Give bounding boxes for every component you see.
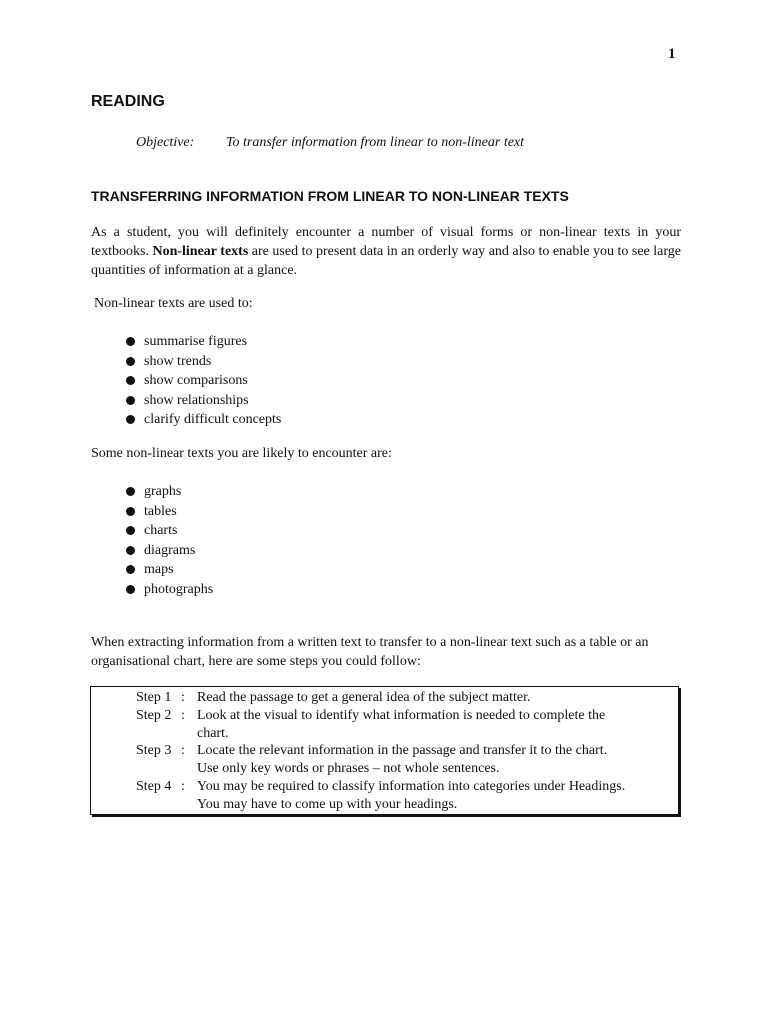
bullet-icon — [126, 546, 135, 555]
bullet-icon — [126, 585, 135, 594]
list-item-text: show trends — [144, 353, 212, 369]
page-number: 1 — [668, 46, 676, 62]
types-lead: Some non-linear texts you are likely to encounter are: — [91, 446, 392, 461]
list-item — [126, 352, 281, 372]
list-item-text: tables — [144, 503, 177, 519]
bullet-icon — [126, 487, 135, 496]
steps-list — [91, 689, 678, 814]
step-colon: : — [181, 707, 185, 723]
uses-list — [126, 332, 281, 430]
list-item — [126, 521, 213, 541]
list-item-text: charts — [144, 523, 178, 538]
list-item — [126, 502, 213, 522]
intro-paragraph — [91, 223, 681, 280]
list-item-text: photographs — [144, 581, 214, 597]
step-text: Read the passage to get a general idea of the subject matter. — [197, 690, 531, 705]
bullet-icon — [126, 565, 135, 574]
bullet-icon — [126, 357, 135, 366]
step-row — [91, 742, 678, 778]
bullet-icon — [126, 376, 135, 385]
list-item — [126, 580, 213, 600]
list-item-text: graphs — [144, 484, 182, 499]
bullet-icon — [126, 415, 135, 424]
list-item — [126, 371, 281, 391]
step-row — [91, 707, 678, 743]
extract-paragraph: When extracting information from a written text to transfer to a non-linear text such as a table or an organisational chart, here are some steps you could follow: — [91, 635, 649, 669]
list-item-text: show relationships — [144, 392, 249, 408]
bullet-icon — [126, 526, 135, 535]
step-label: Step 4 — [136, 778, 172, 794]
list-item — [126, 332, 281, 352]
objective-label: Objective: — [136, 135, 195, 150]
list-item-text: show comparisons — [144, 373, 248, 388]
types-list — [126, 482, 213, 599]
step-label: Step 3 — [136, 743, 172, 759]
list-item-text: clarify difficult concepts — [144, 412, 282, 427]
intro-text-2: are used to present data in an orderly way and also to enable you to see large quantities of information at a glance. — [91, 244, 681, 278]
list-item-text: diagrams — [144, 542, 196, 558]
list-item — [126, 410, 281, 430]
list-item-text: maps — [144, 562, 174, 577]
objective-text: To transfer information from linear to non-linear text — [226, 135, 525, 150]
step-colon: : — [181, 778, 185, 794]
list-item-text: summarise figures — [144, 334, 248, 349]
step-text: You may be required to classify information into categories under Headings. You may have to come up with your headings. — [197, 778, 626, 812]
bullet-icon — [126, 337, 135, 346]
list-item — [126, 560, 213, 580]
step-label: Step 2 — [136, 707, 172, 723]
list-item — [126, 482, 213, 502]
objective-line — [136, 135, 524, 151]
step-colon: : — [181, 690, 185, 705]
step-colon: : — [181, 743, 185, 759]
steps-box — [90, 686, 679, 815]
list-item — [126, 541, 213, 561]
step-text: Look at the visual to identify what information is needed to complete the chart. — [197, 707, 606, 741]
uses-lead: Non-linear texts are used to: — [94, 296, 253, 311]
section-title: TRANSFERRING INFORMATION FROM LINEAR TO NON-LINEAR TEXTS — [91, 188, 569, 204]
step-text: Locate the relevant information in the passage and transfer it to the chart. Use only key words or phrases – not whole sentences. — [197, 743, 608, 777]
step-row — [91, 778, 678, 814]
step-row — [91, 689, 678, 707]
intro-text-1: As a student, you will definitely encounter a number of visual forms or non-linear texts in your textbooks. — [91, 225, 681, 259]
bullet-icon — [126, 507, 135, 516]
step-label: Step 1 — [136, 690, 172, 705]
page-heading: READING — [91, 93, 165, 110]
list-item — [126, 391, 281, 411]
bullet-icon — [126, 396, 135, 405]
intro-bold-term: Non-linear texts — [152, 244, 249, 259]
